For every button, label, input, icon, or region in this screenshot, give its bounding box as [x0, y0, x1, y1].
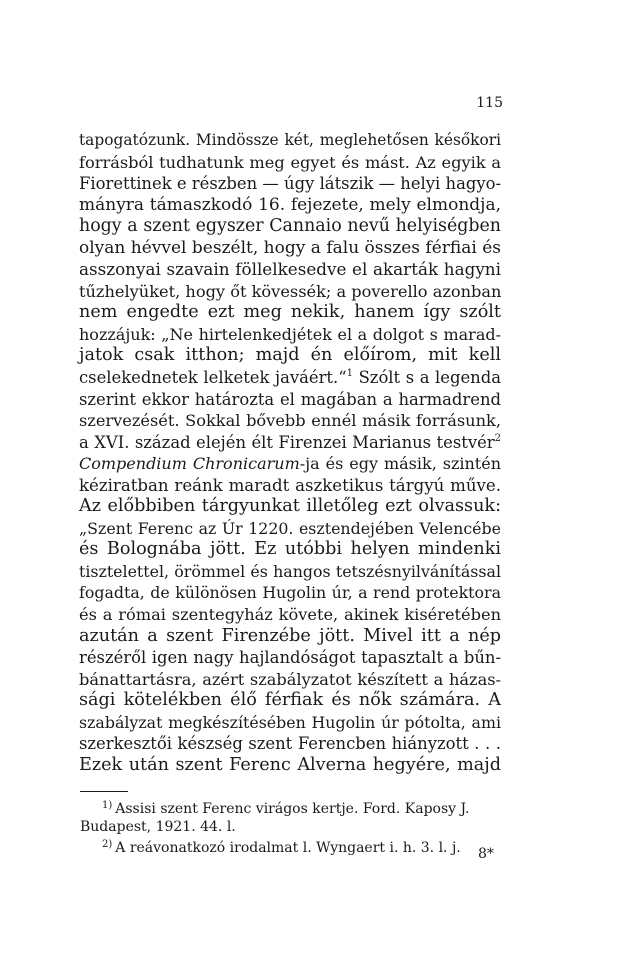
text-segment: „Szent Ferenc az Úr 1220. esztendejében Velencébe [79, 518, 501, 538]
text-segment: Fiorettinek e részben — úgy látszik — helyi hagyo- [79, 174, 501, 194]
text-line [79, 130, 501, 152]
text-segment: Az előbbiben tárgyunkat illetőleg ezt olvassuk: [79, 496, 501, 517]
text-segment: forrásból tudhatunk meg egyet és mást. Az egyik a [79, 152, 501, 172]
text-segment: mányra támaszkodó 16. fejezete, mely elmondja, [79, 194, 501, 215]
text-segment: Szólt s a legenda [353, 368, 501, 388]
footnote-2-mark: 2) [102, 839, 113, 850]
text-segment: tűzhelyüket, hogy őt kövessék; a poverello azonban [79, 281, 502, 301]
text-segment: nem engedte ezt meg nekik, hanem így szólt [79, 302, 501, 323]
text-segment: szervezését. Sokkal bővebb ennél másik forrásunk, [79, 411, 501, 431]
footnote-reference: 1 [346, 368, 353, 380]
text-segment: fogadta, de különösen Hugolin úr, a rend protektora [79, 583, 501, 603]
text-line [79, 539, 501, 561]
text-line [79, 518, 501, 540]
text-line [79, 389, 501, 411]
text-segment: hogy a szent egyszer Cannaio nevű helyiségben [79, 216, 501, 237]
text-segment: tapogatózunk. Mindössze két, meglehetősen későkori [79, 131, 501, 149]
footnotes [80, 797, 504, 857]
footnote-1-mark: 1) [102, 800, 113, 811]
text-line [79, 733, 501, 755]
text-line [79, 345, 501, 367]
text-line [79, 324, 501, 346]
text-segment: -ja és egy másik, szintén [299, 454, 501, 474]
text-line [79, 690, 501, 712]
text-segment: szerint ekkor határozta el magában a harmadrend [79, 389, 501, 409]
text-line [79, 626, 501, 648]
footnote-reference: 2 [494, 432, 501, 444]
body-text [79, 130, 501, 776]
text-line [79, 152, 501, 174]
text-segment: kéziratban reánk maradt aszketikus tárgyú műve. [79, 475, 501, 495]
text-line [79, 647, 501, 669]
text-segment: olyan hévvel beszélt, hogy a falu összes férfiai és [79, 237, 501, 258]
page-number: 115 [476, 95, 503, 111]
text-segment: részéről igen nagy hajlandóságot tapasztalt a bűn- [79, 648, 501, 668]
text-segment: tisztelettel, örömmel és hangos tetszésnyilvánítással [79, 561, 501, 581]
text-line [79, 410, 501, 432]
italic-title-text: Compendium Chronicarum [79, 454, 300, 474]
text-line [79, 259, 501, 281]
text-segment: azután a szent Firenzébe jött. Mivel itt a nép [79, 625, 501, 646]
text-line [79, 367, 501, 389]
text-line [79, 432, 501, 454]
text-segment: cselekednetek lelketek javáért.“ [79, 368, 347, 388]
text-line [79, 475, 501, 497]
text-line [79, 669, 501, 691]
text-line [79, 582, 501, 604]
text-line [79, 302, 501, 324]
text-line [79, 281, 501, 303]
text-segment: és Bolognába jött. Ez utóbbi helyen mindenki [79, 539, 501, 560]
footnote-2 [80, 836, 504, 857]
footnote-separator [80, 791, 128, 792]
text-segment: bánattartásra, azért szabályzatot készített a házas- [79, 669, 501, 689]
text-segment: Ezek után szent Ferenc Alverna hegyére, majd [79, 754, 501, 775]
text-line [79, 195, 501, 217]
text-segment: asszonyai szavain föllelkesedve el akarták hagyni [79, 259, 501, 280]
text-line [79, 561, 501, 583]
text-segment: szabályzat megkészítésében Hugolin úr pótolta, ami [79, 712, 501, 732]
text-line [79, 173, 501, 195]
text-segment: sági kötelékben élő férfiak és nők számára. A [79, 690, 501, 711]
text-segment: jatok csak itthon; majd én előírom, mit kell [79, 345, 501, 366]
text-segment: hozzájuk: „Ne hirtelenkedjétek el a dolgot s marad- [79, 324, 501, 344]
footnote-2-text: A reávonatkozó irodalmat l. Wyngaert i. h. 3. l. j. [115, 840, 461, 856]
footnote-1 [80, 797, 504, 836]
text-line [79, 496, 501, 518]
signature-mark: 8* [478, 846, 494, 862]
text-line [79, 238, 501, 260]
text-line [79, 453, 501, 475]
text-line [79, 216, 501, 238]
text-line [79, 755, 501, 777]
text-segment: a XVI. század elején élt Firenzei Marianus testvér [79, 432, 495, 452]
footnote-1-text: Assisi szent Ferenc virágos kertje. Ford. Kaposy J. Budapest, 1921. 44. l. [80, 801, 470, 835]
text-line [79, 604, 501, 626]
text-line [79, 712, 501, 734]
text-segment: szerkesztői készség szent Ferencben hiányzott . . . [79, 734, 501, 754]
text-segment: és a római szentegyház követe, akinek kiséretében [79, 605, 501, 625]
